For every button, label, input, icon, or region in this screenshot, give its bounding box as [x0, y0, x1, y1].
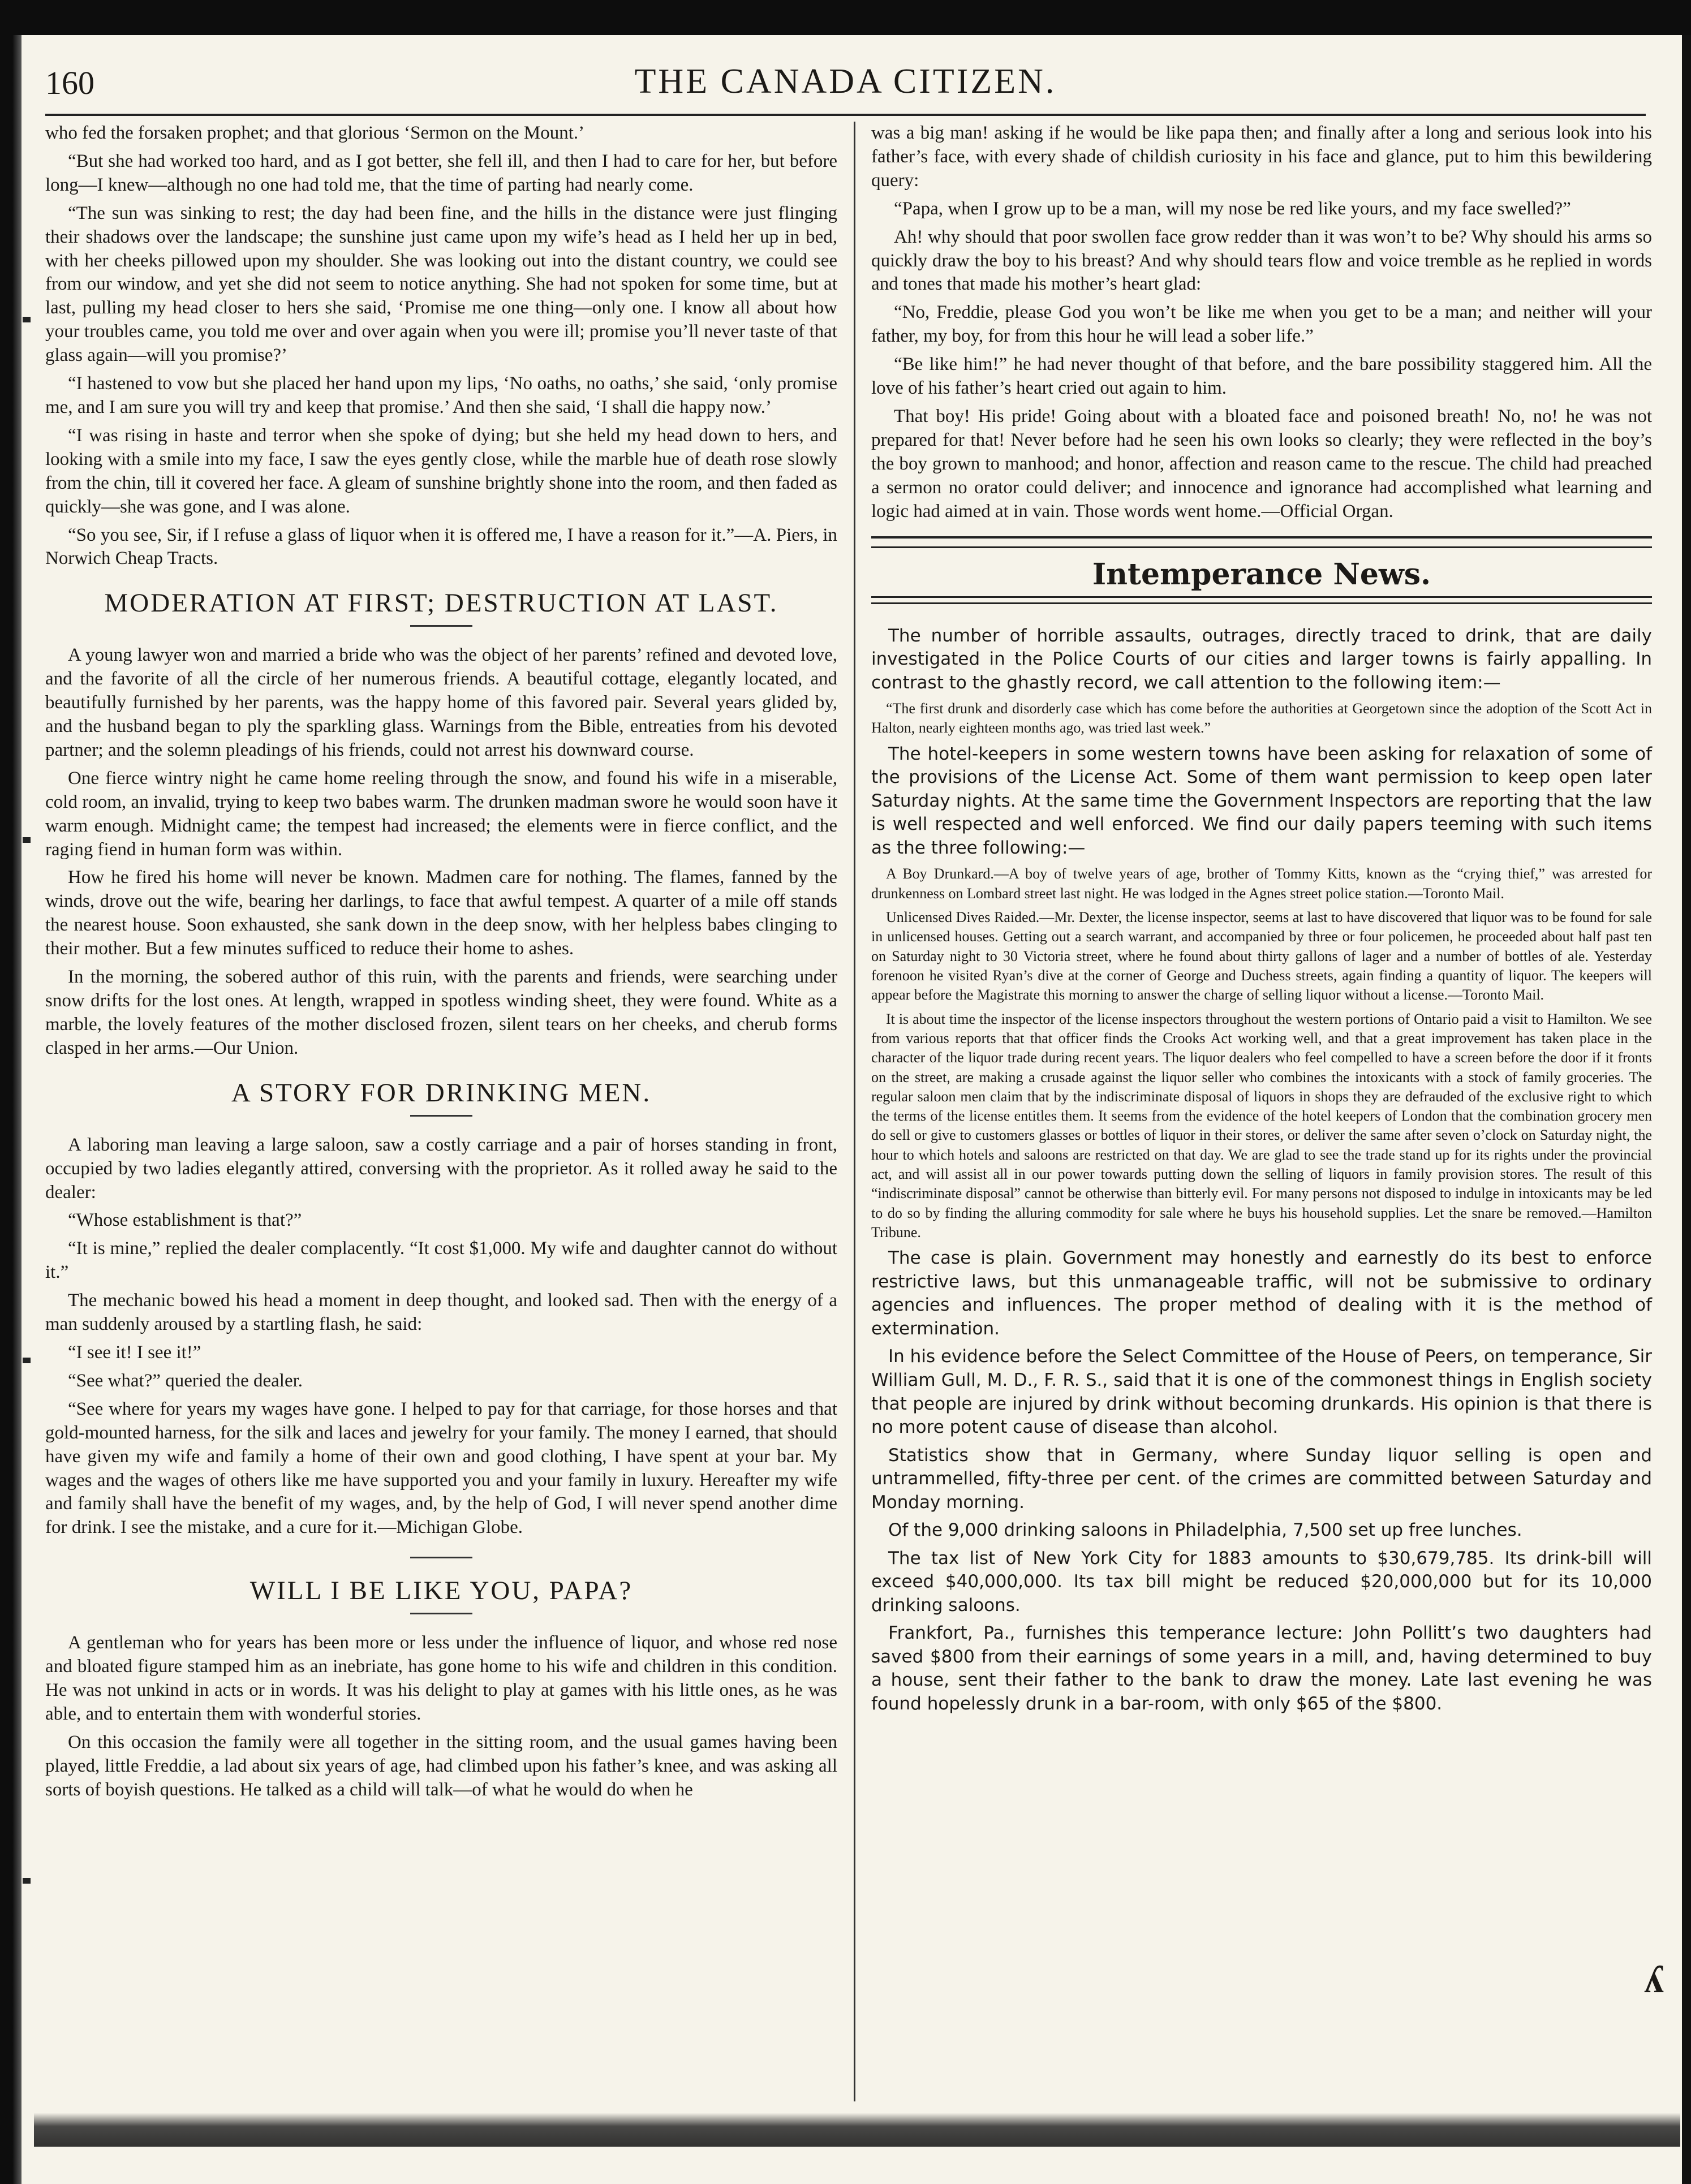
- article-title: MODERATION AT FIRST; DESTRUCTION AT LAST.: [104, 588, 778, 618]
- paragraph: “The sun was sinking to rest; the day had been fine, and the hills in the distance were just flinging their shadows over the landscape; the sunshine just came upon my wife’s head as I held her up in bed, with her cheeks pillowed upon my shoulder. She was looking out into the distant country, we could see from our window, and yet she did not seem to notice anything. She had not spoken for some time, but at last, pulling my head closer to hers she said, ‘Promise me one thing—only one. I know all about how your troubles came, you told me over and over again when you were ill; promise you’ll never taste of that glass again—will you promise?’: [45, 203, 837, 366]
- paragraph: In the morning, the sobered author of this ruin, with the parents and friends, were searching under snow drifts for the lost ones. At length, wrapped in spotless winding sheet, they were found. White as a marble, the lovely features of the mother disclosed frozen, silent tears on her cheeks, and cherub forms clasped in her arms.—Our Union.: [45, 967, 837, 1058]
- scan-mark: [23, 317, 31, 322]
- paragraph: The tax list of New York City for 1883 amounts to $30,679,785. Its drink-bill will exceed $40,000,000. Its tax bill might be reduced $20,000,000 but for its 10,000 drinking saloons.: [871, 1548, 1652, 1616]
- section-double-rule: [871, 596, 1652, 604]
- news-item: It is about time the inspector of the license inspectors throughout the western portions of Ontario paid a visit to Hamilton. We see from various reports that that officer finds the Crooks Act working well, and that a great improvement has taken place in the character of the liquor trade during recent years. The liquor dealers who feel compelled to have a screen before the door if it fronts on the street, are making a crusade against the liquor seller who combines the intoxicants with a stock of family groceries. The regular saloon men claim that by the indiscriminate disposal of liquors in shops they are defrauded of the exclusive right to which the terms of the license entitles them. It seems from the evidence of the hotel keepers of London that the combination grocery men do sell or give to customers glasses or bottles of liquor in their stores, or deliver the same after seven o’clock on Saturday night, the hour to which hotels and saloons are restricted on that day. We are glad to see the trade stand up for its rights under the provincial act, and will assist all in our power towards putting down the selling of liquors in family provision stores. The result of this “indiscriminate disposal” cannot be otherwise than bitterly evil. For many persons not disposed to indulge in intoxicants may be led to do so by finding the alluring commodity for sale where he buys his household supplies. Let the snare be removed.—Hamilton Tribune.: [871, 1010, 1652, 1240]
- title-rule: [410, 1613, 472, 1614]
- scan-mark: [23, 1358, 31, 1363]
- paragraph: That boy! His pride! Going about with a bloated face and poisoned breath! No, no! he was not prepared for that! Never before had he seen his own looks so clearly; they were reflected in the boy’s the boy grown to manhood; and honor, affection and reason came to the rescue. The child had preached a sermon no orator could deliver; and innocence and ignorance had accomplished what learning and logic had aimed at in vain. Those words went home.—Official Organ.: [871, 406, 1652, 522]
- paragraph: “But she had worked too hard, and as I got better, she fell ill, and then I had to care for her, but before long—I knew—although no one had told me, that the time of parting had nearly come.: [45, 150, 837, 195]
- paragraph: On this occasion the family were all together in the sitting room, and the usual games having been played, little Freddie, a lad about six years of age, had climbed upon his father’s knee, and was asking all sorts of boyish questions. He talked as a child will talk—of what he would do when he: [45, 1731, 837, 1800]
- right-column: [871, 122, 1652, 1720]
- left-column: [45, 122, 837, 1807]
- paragraph: “So you see, Sir, if I refuse a glass of liquor when it is offered me, I have a reason for it.”—A. Piers, in Norwich Cheap Tracts.: [45, 524, 837, 569]
- paragraph: A laboring man leaving a large saloon, saw a costly carriage and a pair of horses standing in front, occupied by two ladies elegantly attired, conversing with the proprietor. As it rolled away he said to the dealer:: [45, 1134, 837, 1203]
- section-rule: [410, 1557, 472, 1558]
- paragraph: Of the 9,000 drinking saloons in Philadelphia, 7,500 set up free lunches.: [888, 1520, 1522, 1541]
- scan-top-border: [0, 0, 1691, 35]
- paragraph: Ah! why should that poor swollen face grow redder than it was won’t to be? Why should his arms so quickly draw the boy to his breast? And why should tears flow and voice tremble as he replied in words and tones that made his mother’s heart glad:: [871, 226, 1652, 295]
- header-rule: [45, 114, 1646, 116]
- masthead: THE CANADA CITIZEN.: [634, 62, 1057, 101]
- scan-bottom-shadow: [34, 2113, 1680, 2147]
- article-papa-continued: [871, 122, 1652, 524]
- paragraph: “It is mine,” replied the dealer complacently. “It cost $1,000. My wife and daughter cannot do without it.”: [45, 1238, 837, 1283]
- paragraph: The case is plain. Government may honestly and earnestly do its best to enforce restrictive laws, but this unmanageable traffic, will not be submissive to ordinary agencies and influences. The proper method of dealing with it is the method of extermination.: [871, 1248, 1652, 1339]
- page-header: [45, 59, 1646, 116]
- scan-mark: [23, 837, 31, 843]
- paragraph: A young lawyer won and married a bride who was the object of her parents’ refined and devoted love, and the favorite of all the circle of her numerous friends. A beautiful cottage, elegantly located, and beautifully furnished by her parents, was the happy home of this favored pair. Several years glided by, and the husband began to ply the sparkling glass. Warnings from the Bible, entreaties from his devoted partner; and the solemn pleadings of his friends, could not arrest his downward course.: [45, 645, 837, 760]
- section-heading-intemperance-news: Intemperance News.: [1092, 557, 1431, 592]
- paragraph: The mechanic bowed his head a moment in deep thought, and looked sad. Then with the energy of a man suddenly aroused by a startling flash, he said:: [45, 1290, 837, 1335]
- paragraph: One fierce wintry night he came home reeling through the snow, and found his wife in a miserable, cold room, an invalid, trying to keep two babes warm. The drunken madman swore he would soon have it warm enough. Midnight came; the tempest had increased; the elements were in fierce conflict, and the raging fiend in human form was within.: [45, 768, 837, 860]
- scan-left-border: [0, 35, 21, 2184]
- title-rule: [410, 1115, 472, 1117]
- paragraph: In his evidence before the Select Committee of the House of Peers, on temperance, Sir William Gull, M. D., F. R. S., said that it is one of the commonest things in English society that people are injured by drink without becoming drunkards. His opinion is that there is no more potent cause of disease than alcohol.: [871, 1346, 1652, 1438]
- article-story: [45, 1078, 837, 1540]
- section-double-rule: [871, 536, 1652, 548]
- paragraph: Frankfort, Pa., furnishes this temperance lecture: John Pollitt’s two daughters had saved $800 from their earnings of some years in a mill, and, having determined to buy a house, sent their father to the bank to draw the money. Late last evening he was found hopelessly drunk in a bar-room, with only $65 of the $800.: [871, 1623, 1652, 1714]
- scan-mark: [23, 1878, 31, 1884]
- paragraph: “See where for years my wages have gone. I helped to pay for that carriage, for those horses and that gold-mounted harness, for the silk and laces and jewelry for your family. The money I earned, that should have given my wife and family a home of their own and good clothing, I have spent at your bar. My wages and the wages of others like me have supported you and your family in luxury. Hereafter my wife and family shall have the benefit of my wages, and, by the help of God, I will never spend another dime for drink. I see the mistake, and a cure for it.—Michigan Globe.: [45, 1398, 837, 1538]
- paragraph: “Papa, when I grow up to be a man, will my nose be red like yours, and my face swelled?”: [894, 198, 1571, 219]
- title-rule: [410, 625, 472, 627]
- article-papa: [45, 1557, 837, 1802]
- article-title: A STORY FOR DRINKING MEN.: [231, 1078, 652, 1108]
- paragraph: How he fired his home will never be known. Madmen care for nothing. The flames, fanned by the winds, drove out the wife, bearing her darlings, to face that awful tempest. A quarter of a mile off stands the nearest house. Soon exhausted, she sank down in the deep snow, with her helpless babes clinging to their mother. But a few minutes sufficed to reduce their home to ashes.: [45, 867, 837, 959]
- paragraph: The number of horrible assaults, outrages, directly traced to drink, that are daily investigated in the Police Courts of our cities and larger towns is fairly appalling. In contrast to the ghastly record, we call attention to the following item:—: [871, 625, 1652, 693]
- paragraph: “No, Freddie, please God you won’t be like me when you get to be a man; and neither will your father, my boy, for from this hour he will lead a sober life.”: [871, 302, 1652, 347]
- paragraph: A gentleman who for years has been more or less under the influence of liquor, and whose red nose and bloated figure stamped him as an inebriate, has gone home to his wife and children in this condition. He was not unkind in acts or in words. It was his delight to play at games with his little ones, as he was able, and to entertain them with wonderful stories.: [45, 1632, 837, 1724]
- quoted-item: “The first drunk and disorderly case which has come before the authorities at Georgetown since the adoption of the Scott Act in Halton, nearly eighteen months ago, was tried last week.”: [871, 700, 1652, 736]
- news-item: A Boy Drunkard.—A boy of twelve years of age, brother of Tommy Kitts, known as the “crying thief,” was arrested for drunkenness on Lombard street last night. He was lodged in the Agnes street police station.—Toronto Mail.: [871, 865, 1652, 902]
- paragraph: “I hastened to vow but she placed her hand upon my lips, ‘No oaths, no oaths,’ she said, ‘only promise me, and I am sure you will try and keep that promise.’ And then she said, ‘I shall die happy now.’: [45, 373, 837, 417]
- paragraph: “I see it! I see it!”: [68, 1342, 201, 1363]
- paragraph: “Be like him!” he had never thought of that before, and the bare possibility staggered him. All the love of his father’s heart cried out again to him.: [871, 354, 1652, 399]
- intemperance-news: [871, 624, 1652, 1716]
- paragraph: The hotel-keepers in some western towns have been asking for relaxation of some of the provisions of the License Act. Some of them want permission to keep open later Saturday nights. At the same time the Government Inspectors are reporting that the law is well respected and well enforced. We find our daily papers teeming with such items as the three following:—: [871, 743, 1652, 858]
- page-number: 160: [45, 64, 94, 101]
- paragraph: who fed the forsaken prophet; and that glorious ‘Sermon on the Mount.’: [45, 123, 585, 143]
- column-divider: [854, 122, 855, 2101]
- article-title: WILL I BE LIKE YOU, PAPA?: [249, 1576, 633, 1606]
- paragraph: Statistics show that in Germany, where Sunday liquor selling is open and untrammelled, fifty-three per cent. of the crimes are committed between Saturday and Monday morning.: [871, 1445, 1652, 1513]
- paragraph: “See what?” queried the dealer.: [68, 1370, 303, 1391]
- paragraph: was a big man! asking if he would be like papa then; and finally after a long and serious look into his father’s face, with every shade of childish curiosity in his face and glance, put to him this bewildering query:: [871, 123, 1652, 191]
- margin-mark: ʎ: [1644, 1958, 1664, 2001]
- paragraph: “I was rising in haste and terror when she spoke of dying; but she held my head down to hers, and looking with a smile into my face, I saw the eyes gently close, while the marble hue of death rose slowly from the chin, till it covered her face. A gleam of sunshine brightly shone into the room, and then faded as quickly—she was gone, and I was alone.: [45, 425, 837, 517]
- news-item: Unlicensed Dives Raided.—Mr. Dexter, the license inspector, seems at last to have discovered that liquor was to be found for sale in unlicensed houses. Getting out a search warrant, and accompanied by three or four policemen, he proceeded about half past ten on Saturday night to 30 Victoria street, where he found about thirty gallons of lager and a number of bottles of ale. Yesterday forenoon he visited Ryan’s dive at the corner of George and Duchess streets, again finding a quantity of liquor. The keepers will appear before the Magistrate this morning to answer the charge of selling liquor without a license.—Toronto Mail.: [871, 909, 1652, 1003]
- scan-right-border: [1682, 35, 1691, 2184]
- article-moderation: [45, 588, 837, 1060]
- paragraph: “Whose establishment is that?”: [68, 1210, 302, 1231]
